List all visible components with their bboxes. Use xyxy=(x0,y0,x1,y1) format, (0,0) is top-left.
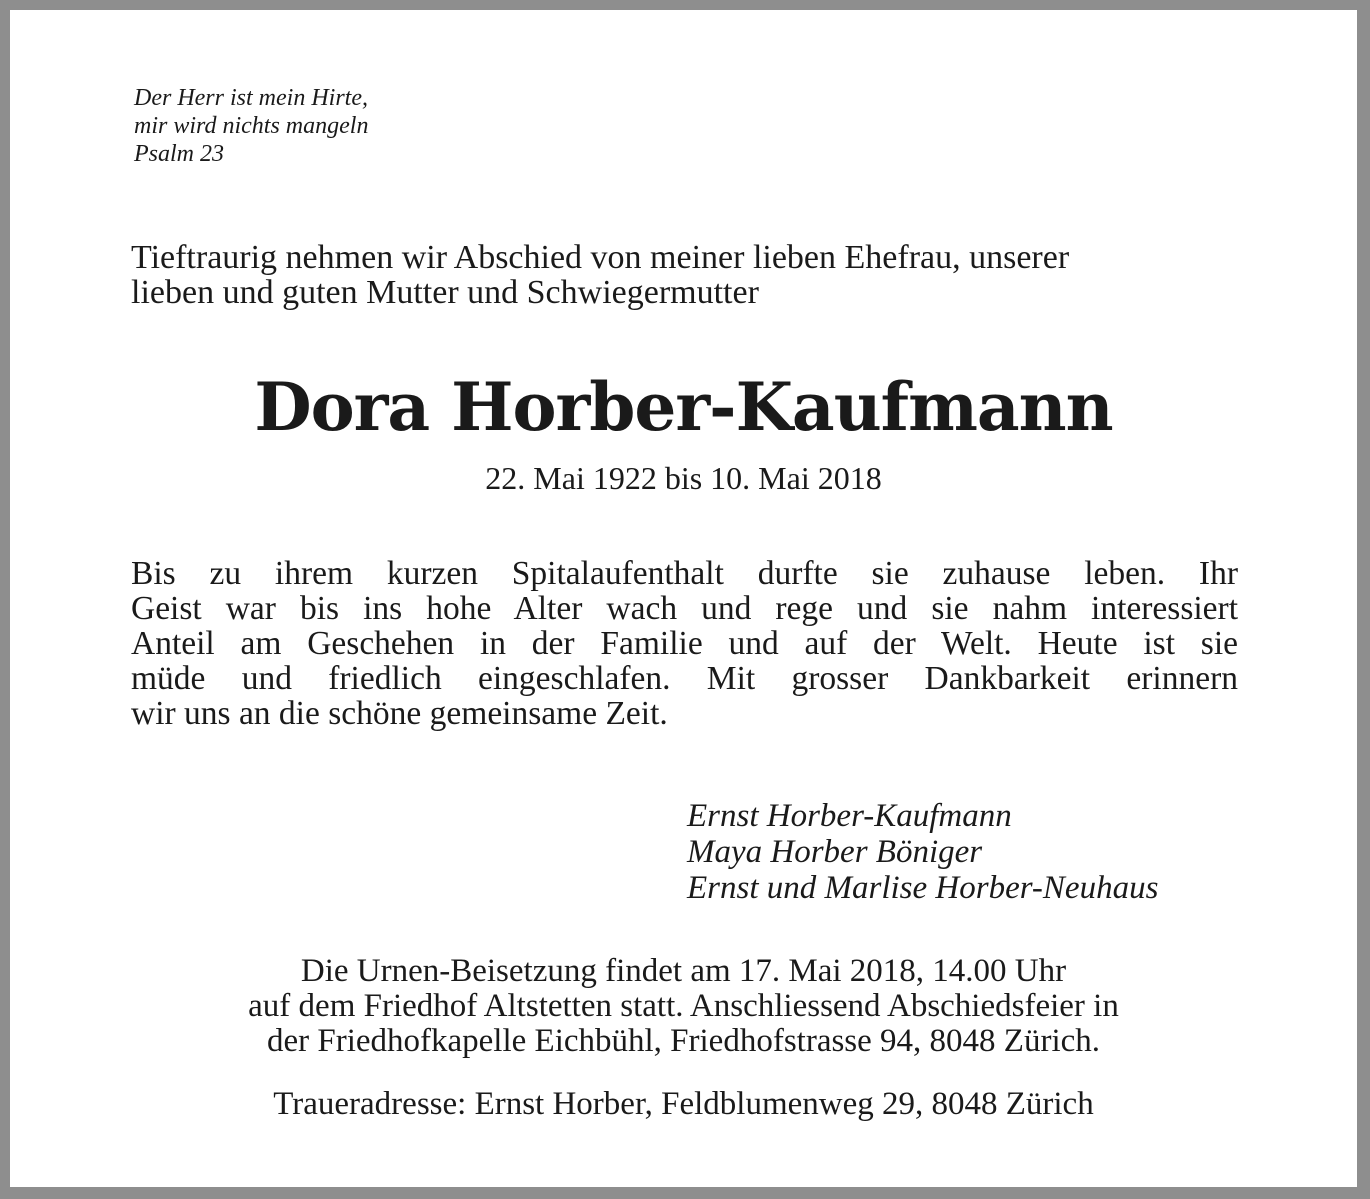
mourner-name: Maya Horber Böniger xyxy=(687,834,983,870)
funeral-line: Die Urnen-Beisetzung findet am 17. Mai 2018, 14.00 Uhr xyxy=(300,953,1067,989)
intro-line: lieben und guten Mutter und Schwiegermutter xyxy=(131,274,759,311)
funeral-details xyxy=(10,954,1357,1059)
funeral-line: auf dem Friedhof Altstetten statt. Anschliessend Abschiedsfeier in xyxy=(248,988,1119,1024)
body-line: wir uns an die schöne gemeinsame Zeit. xyxy=(131,695,668,732)
bible-verse xyxy=(134,84,368,168)
life-dates: 22. Mai 1922 bis 10. Mai 2018 xyxy=(485,460,882,496)
verse-line: Der Herr ist mein Hirte, xyxy=(134,85,368,111)
body-line: müde und friedlich eingeschlafen. Mit grosser Dankbarkeit erinnern xyxy=(131,660,1238,697)
funeral-line: der Friedhofkapelle Eichbühl, Friedhofstrasse 94, 8048 Zürich. xyxy=(266,1023,1101,1059)
mourners-list xyxy=(687,798,1158,906)
mourner-name: Ernst Horber-Kaufmann xyxy=(687,798,1012,834)
obituary-body xyxy=(131,556,1238,731)
mourning-address: Traueradresse: Ernst Horber, Feldblumenweg 29, 8048 Zürich xyxy=(273,1086,1094,1122)
body-line: Bis zu ihrem kurzen Spitalaufenthalt durfte sie zuhause leben. Ihr xyxy=(131,555,1238,592)
body-line: Geist war bis ins hohe Alter wach und rege und sie nahm interessiert xyxy=(131,590,1238,627)
verse-line: mir wird nichts mangeln xyxy=(134,113,369,139)
mourner-name: Ernst und Marlise Horber-Neuhaus xyxy=(687,870,1159,906)
obituary-page xyxy=(10,10,1357,1187)
body-line: Anteil am Geschehen in der Familie und auf der Welt. Heute ist sie xyxy=(131,625,1238,662)
deceased-name: Dora Horber-Kaufmann xyxy=(254,368,1113,446)
intro-text xyxy=(131,240,1243,310)
intro-line: Tieftraurig nehmen wir Abschied von meiner lieben Ehefrau, unserer xyxy=(131,239,1070,276)
verse-reference: Psalm 23 xyxy=(134,141,224,167)
